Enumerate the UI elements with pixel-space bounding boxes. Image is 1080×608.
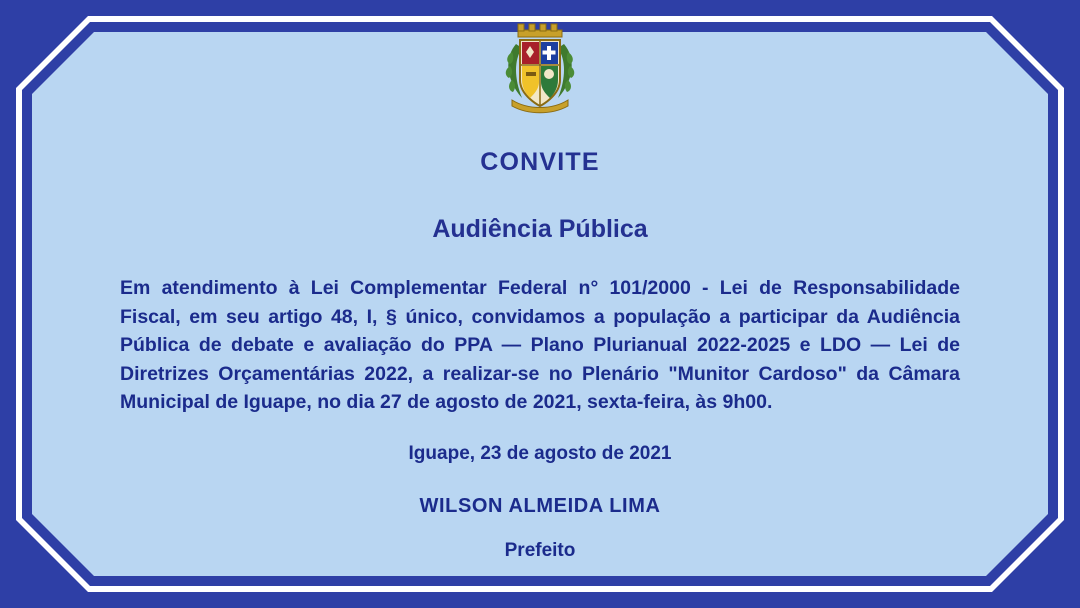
poster-subtitle: Audiência Pública (432, 215, 648, 243)
crest-container (118, 18, 962, 130)
coat-of-arms-icon (488, 18, 592, 122)
signer-name: WILSON ALMEIDA LIMA (419, 494, 661, 517)
signer-role: Prefeito (504, 539, 576, 561)
poster-place-date: Iguape, 23 de agosto de 2021 (408, 442, 672, 464)
poster-body-text: Em atendimento à Lei Complementar Federal n° 101/2000 - Lei de Responsabilidade Fiscal, em seu artigo 48, I, § único, convidamos a população a participar da Audiência Pública de debate e avaliação do PPA — Plano Plurianual 2022-2025 e LDO — Lei de Diretrizes Orçamentárias 2022, a realizar-se no Plenário "Munitor Cardoso" da Câmara Municipal de Iguape, no dia 27 de agosto de 2021, sexta-feira, às 9h00. (120, 277, 960, 413)
page-title: CONVITE (480, 148, 600, 176)
